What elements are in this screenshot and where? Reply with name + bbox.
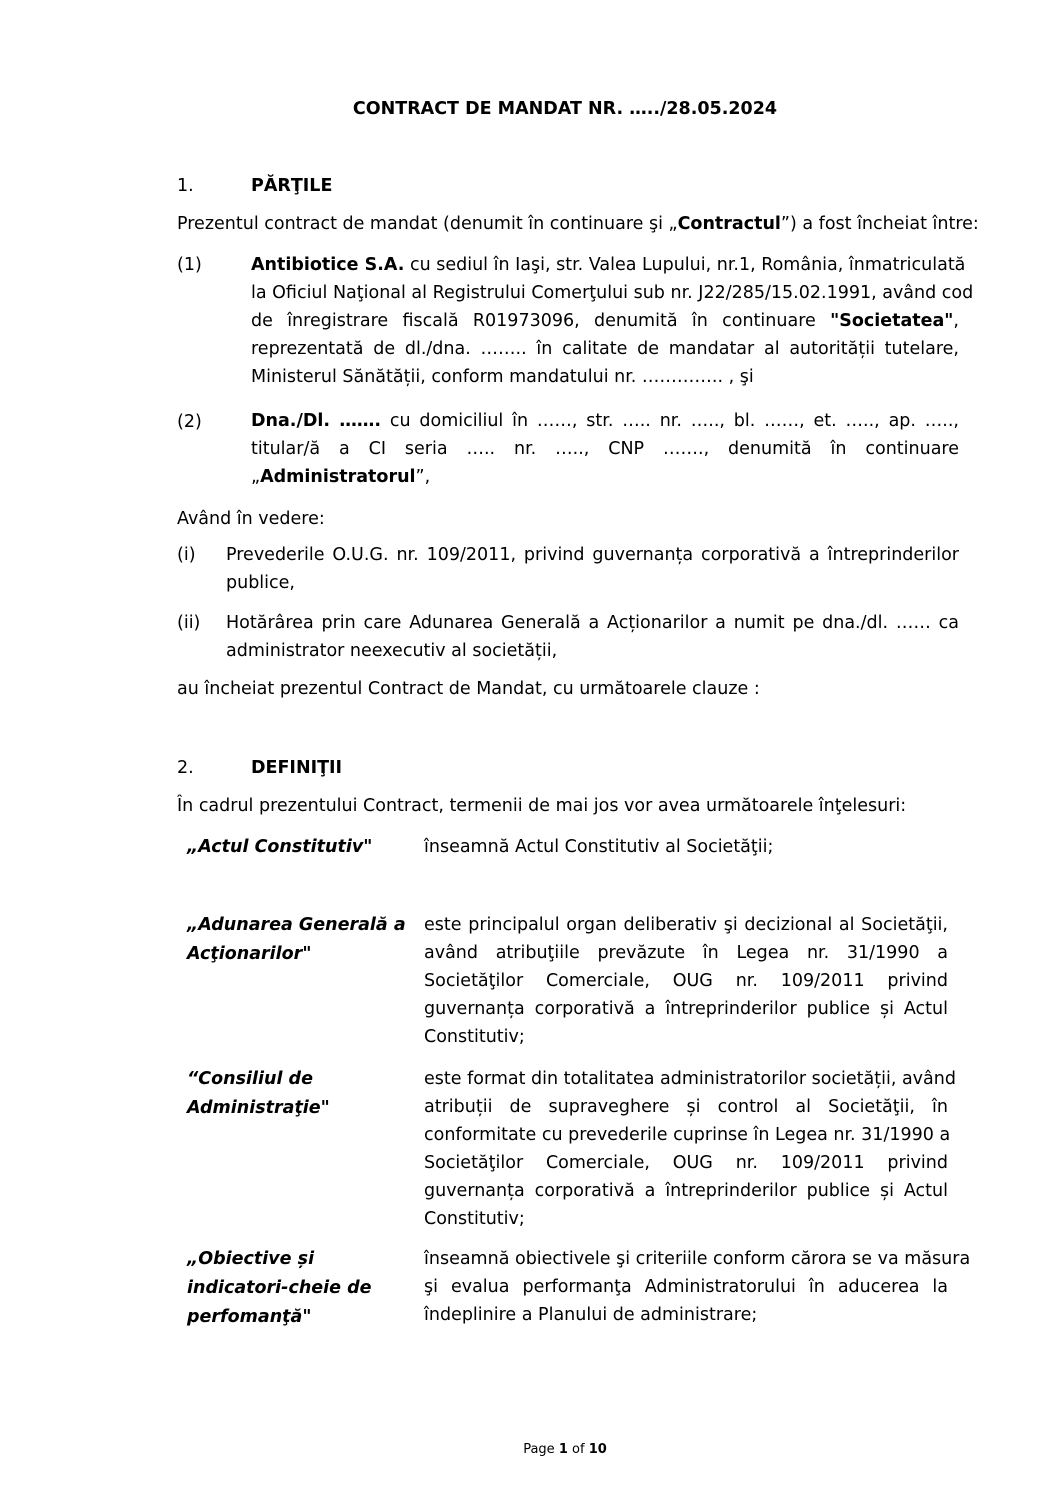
footer-page-word: Page — [523, 1442, 555, 1457]
page-footer — [0, 1442, 1058, 1457]
definition-text-line: îndeplinire a Planului de administrare; — [424, 1305, 758, 1325]
document-title: CONTRACT DE MANDAT NR. …../28.05.2024 — [352, 99, 778, 119]
closing-text: au încheiat prezentul Contract de Mandat, cu următoarele clauze : — [177, 679, 760, 699]
definition-term: Administraţie" — [187, 1098, 330, 1118]
definition-text-line: este principalul organ deliberativ şi decizional al Societăţii, — [424, 915, 948, 935]
definition-term: indicatori-cheie de — [187, 1278, 372, 1298]
item-line: Hotărârea prin care Adunarea Generală a Acționarilor a numit pe dna./dl. …… ca — [226, 613, 959, 633]
party1-defined-term: "Societatea" — [830, 311, 954, 331]
definition-term: „Adunarea Generală a — [187, 915, 406, 935]
considering-label: Având în vedere: — [177, 509, 325, 529]
party2-line — [251, 463, 430, 491]
intro-text: Prezentul contract de mandat (denumit în continuare şi „ — [177, 214, 678, 234]
party1-line: reprezentată de dl./dna. …….. în calitate de mandatar al autorității tutelare, — [251, 339, 959, 359]
definition-text-line: şi evalua performanţa Administratorului în aducerea la — [424, 1277, 948, 1297]
definition-text-line: conformitate cu prevederile cuprinse în Legea nr. 31/1990 a — [424, 1125, 951, 1145]
footer-page-total: 10 — [588, 1442, 607, 1457]
party2-name: Dna./Dl. ……. — [251, 411, 382, 431]
definition-text-line: Societăţilor Comerciale, OUG nr. 109/2011 privind — [424, 971, 948, 991]
definition-term: Acţionarilor" — [187, 944, 312, 964]
definition-text-line: Societăţilor Comerciale, OUG nr. 109/2011 privind — [424, 1153, 948, 1173]
section-number: 1. — [177, 176, 194, 196]
section-heading: PĂRŢILE — [251, 176, 333, 196]
party2-line — [251, 407, 959, 435]
party1-text: cu sediul în Iaşi, str. Valea Lupului, nr.1, România, înmatriculată — [404, 255, 966, 275]
definition-term: “Consiliul de — [187, 1069, 313, 1089]
definition-term: „Actul Constitutiv" — [187, 837, 373, 857]
party-label: (1) — [177, 255, 202, 275]
definition-text-line: Constitutiv; — [424, 1027, 525, 1047]
intro-text-end: ”) a fost încheiat între: — [780, 214, 979, 234]
definition-text-line: având atribuţiile prevăzute în Legea nr. 31/1990 a — [424, 943, 948, 963]
item-line: Prevederile O.U.G. nr. 109/2011, privind guvernanța corporativă a întreprinderilor — [226, 545, 959, 565]
party1-text: , — [953, 311, 959, 331]
item-line: administrator neexecutiv al societății, — [226, 641, 558, 661]
party1-line — [251, 307, 959, 335]
footer-of-word: of — [572, 1442, 585, 1457]
item-label: (i) — [177, 545, 196, 565]
party1-line: Ministerul Sănătății, conform mandatului nr. ………….. , şi — [251, 367, 754, 387]
party2-text: „ — [251, 467, 261, 487]
definition-text-line: atribuții de supraveghere și control al Societăţii, în — [424, 1097, 948, 1117]
party2-defined-term: Administratorul — [260, 467, 416, 487]
section-heading: DEFINIŢII — [251, 758, 343, 778]
definition-text-line: guvernanța corporativă a întreprinderilor publice și Actul — [424, 999, 948, 1019]
party2-text: cu domiciliul în ……, str. ….. nr. ….., bl. ……, et. ….., ap. ….., — [381, 411, 959, 431]
definition-text-line: guvernanța corporativă a întreprinderilor publice și Actul — [424, 1181, 948, 1201]
definition-term: „Obiective și — [187, 1249, 315, 1269]
definition-text-line: Constitutiv; — [424, 1209, 525, 1229]
contract-intro — [177, 214, 979, 234]
definitions-intro: În cadrul prezentului Contract, termenii de mai jos vor avea următoarele înţelesuri: — [177, 796, 907, 816]
definition-text-line: înseamnă obiectivele şi criteriile conform cărora se va măsura — [424, 1249, 971, 1269]
definition-text-line: înseamnă Actul Constitutiv al Societăţii; — [424, 837, 774, 857]
party1-line — [251, 251, 966, 279]
party2-line: titular/ă a CI seria ….. nr. ….., CNP ……., denumită în continuare — [251, 439, 959, 459]
footer-page-current: 1 — [558, 1442, 568, 1457]
definition-term: perfomanţă" — [187, 1307, 312, 1327]
party2-text: ”, — [415, 467, 431, 487]
intro-defined-term: Contractul — [677, 214, 781, 234]
item-label: (ii) — [177, 613, 201, 633]
party1-line: la Oficiul Naţional al Registrului Comerţului sub nr. J22/285/15.02.1991, având cod — [251, 283, 974, 303]
party1-text: de înregistrare fiscală R01973096, denumită în continuare — [251, 311, 831, 331]
definition-text-line: este format din totalitatea administratorilor societății, având — [424, 1069, 956, 1089]
party1-name: Antibiotice S.A. — [251, 255, 405, 275]
section-number: 2. — [177, 758, 194, 778]
party-label: (2) — [177, 412, 202, 432]
item-line: publice, — [226, 573, 295, 593]
